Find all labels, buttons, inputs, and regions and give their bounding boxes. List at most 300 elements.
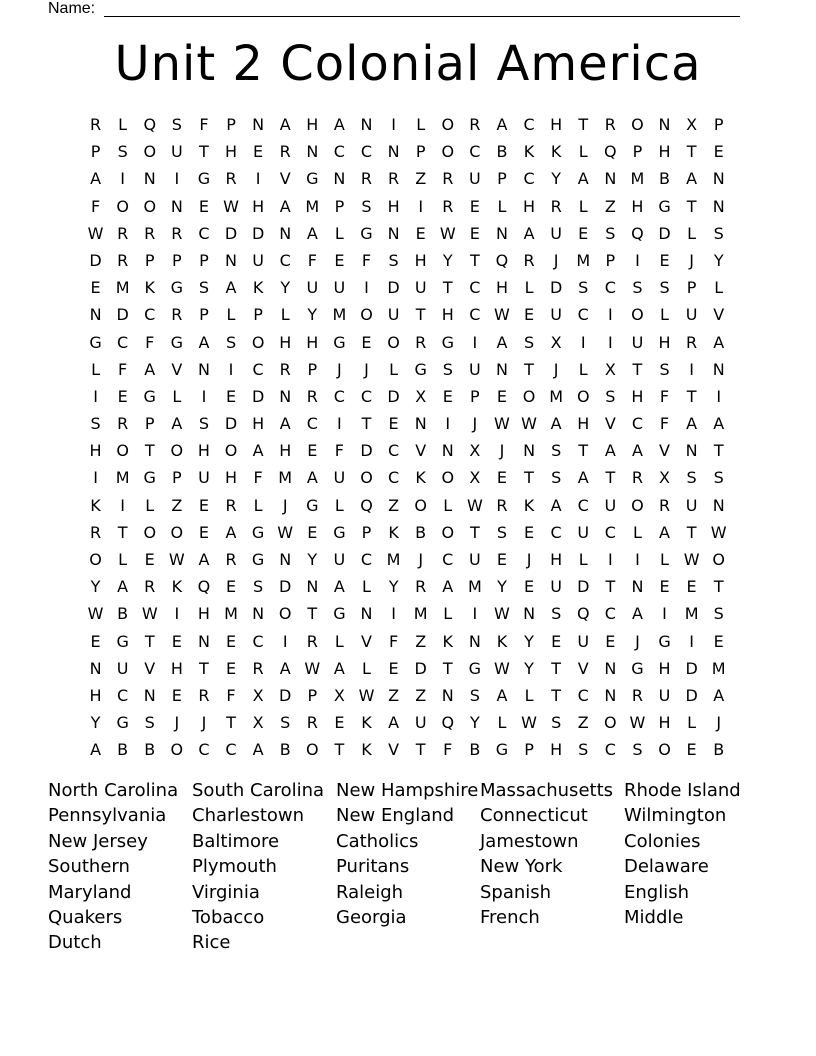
grid-letter[interactable]: H bbox=[658, 332, 671, 352]
grid-letter[interactable]: E bbox=[361, 332, 372, 352]
grid-letter[interactable]: P bbox=[199, 305, 209, 325]
grid-letter[interactable]: G bbox=[360, 223, 373, 243]
grid-letter[interactable]: R bbox=[225, 169, 237, 189]
grid-letter[interactable]: F bbox=[659, 386, 670, 406]
grid-letter[interactable]: J bbox=[499, 441, 505, 461]
grid-letter[interactable]: C bbox=[523, 115, 535, 134]
grid-letter[interactable]: E bbox=[523, 522, 535, 542]
grid-letter[interactable]: W bbox=[683, 550, 700, 569]
grid-letter[interactable]: D bbox=[685, 658, 698, 678]
grid-letter[interactable]: N bbox=[279, 223, 292, 243]
grid-letter[interactable]: C bbox=[577, 305, 589, 325]
grid-letter[interactable]: X bbox=[415, 386, 427, 406]
grid-letter[interactable]: I bbox=[635, 550, 640, 569]
grid-letter[interactable]: O bbox=[89, 550, 102, 569]
grid-letter[interactable]: H bbox=[658, 713, 671, 733]
grid-letter[interactable]: I bbox=[364, 278, 369, 298]
grid-letter[interactable]: T bbox=[415, 305, 426, 325]
grid-letter[interactable]: L bbox=[497, 713, 507, 733]
grid-letter[interactable]: U bbox=[604, 495, 617, 515]
grid-letter[interactable]: R bbox=[89, 522, 102, 542]
grid-letter[interactable]: T bbox=[469, 522, 480, 542]
grid-letter[interactable]: S bbox=[605, 386, 616, 406]
grid-letter[interactable]: L bbox=[578, 550, 588, 569]
grid-letter[interactable]: W bbox=[710, 522, 727, 542]
grid-letter[interactable]: V bbox=[577, 658, 589, 678]
grid-letter[interactable]: C bbox=[523, 169, 535, 189]
grid-letter[interactable]: O bbox=[631, 495, 644, 515]
grid-letter[interactable]: U bbox=[658, 685, 671, 705]
grid-letter[interactable]: O bbox=[170, 740, 184, 760]
grid-letter[interactable]: N bbox=[197, 359, 210, 379]
grid-letter[interactable]: A bbox=[252, 740, 264, 760]
grid-letter[interactable]: C bbox=[306, 414, 318, 434]
grid-letter[interactable]: Z bbox=[415, 685, 427, 705]
grid-letter[interactable]: M bbox=[684, 604, 699, 624]
grid-letter[interactable]: R bbox=[279, 142, 291, 162]
grid-letter[interactable]: B bbox=[496, 142, 508, 162]
grid-letter[interactable]: U bbox=[414, 713, 427, 733]
grid-letter[interactable]: U bbox=[116, 658, 129, 678]
grid-letter[interactable]: R bbox=[631, 468, 643, 488]
grid-letter[interactable]: M bbox=[115, 278, 130, 298]
grid-letter[interactable]: E bbox=[523, 305, 535, 325]
grid-letter[interactable]: N bbox=[712, 196, 725, 216]
grid-letter[interactable]: J bbox=[635, 631, 640, 651]
grid-letter[interactable]: T bbox=[686, 386, 697, 406]
grid-letter[interactable]: A bbox=[442, 577, 454, 597]
grid-letter[interactable]: A bbox=[225, 278, 237, 298]
grid-letter[interactable]: K bbox=[415, 468, 426, 488]
grid-letter[interactable]: I bbox=[174, 169, 180, 189]
grid-letter[interactable]: V bbox=[713, 305, 725, 325]
grid-letter[interactable]: U bbox=[577, 522, 590, 542]
grid-letter[interactable]: I bbox=[418, 196, 424, 216]
grid-letter[interactable]: O bbox=[576, 386, 590, 406]
grid-letter[interactable]: C bbox=[387, 468, 400, 488]
grid-letter[interactable]: X bbox=[469, 468, 481, 488]
grid-letter[interactable]: N bbox=[604, 169, 617, 189]
grid-letter[interactable]: A bbox=[279, 115, 291, 134]
grid-letter[interactable]: I bbox=[120, 169, 125, 189]
grid-letter[interactable]: E bbox=[307, 522, 318, 542]
grid-letter[interactable]: P bbox=[713, 115, 724, 134]
grid-letter[interactable]: S bbox=[144, 713, 155, 733]
grid-letter[interactable]: H bbox=[523, 196, 536, 216]
grid-letter[interactable]: L bbox=[416, 115, 426, 134]
grid-letter[interactable]: E bbox=[144, 550, 155, 569]
grid-letter[interactable]: T bbox=[605, 577, 616, 597]
grid-letter[interactable]: A bbox=[631, 604, 643, 624]
grid-letter[interactable]: R bbox=[225, 495, 237, 515]
grid-letter[interactable]: R bbox=[306, 631, 318, 651]
grid-letter[interactable]: L bbox=[334, 223, 344, 243]
grid-letter[interactable]: L bbox=[118, 550, 128, 569]
grid-letter[interactable]: P bbox=[90, 142, 101, 162]
grid-letter[interactable]: R bbox=[686, 332, 698, 352]
grid-letter[interactable]: Y bbox=[524, 658, 534, 678]
grid-letter[interactable]: B bbox=[117, 604, 129, 624]
grid-letter[interactable]: J bbox=[689, 250, 694, 270]
grid-letter[interactable]: R bbox=[252, 658, 264, 678]
grid-letter[interactable]: W bbox=[141, 604, 158, 624]
grid-letter[interactable]: E bbox=[334, 713, 345, 733]
grid-letter[interactable]: E bbox=[686, 740, 697, 760]
grid-letter[interactable]: L bbox=[145, 495, 155, 515]
grid-letter[interactable]: F bbox=[334, 441, 344, 461]
grid-letter[interactable]: W bbox=[168, 550, 185, 569]
grid-letter[interactable]: E bbox=[496, 386, 507, 406]
grid-letter[interactable]: X bbox=[686, 115, 698, 134]
grid-letter[interactable]: U bbox=[387, 305, 400, 325]
grid-letter[interactable]: G bbox=[306, 169, 319, 189]
grid-letter[interactable]: R bbox=[415, 332, 427, 352]
grid-letter[interactable]: U bbox=[550, 223, 562, 243]
grid-letter[interactable]: M bbox=[278, 468, 293, 488]
grid-letter[interactable]: C bbox=[198, 223, 210, 243]
grid-letter[interactable]: X bbox=[550, 332, 562, 352]
grid-letter[interactable]: L bbox=[497, 196, 507, 216]
grid-letter[interactable]: L bbox=[660, 305, 669, 325]
grid-letter[interactable]: R bbox=[144, 577, 156, 597]
grid-letter[interactable]: G bbox=[197, 169, 211, 189]
grid-letter[interactable]: H bbox=[414, 250, 427, 270]
grid-letter[interactable]: L bbox=[253, 495, 263, 515]
grid-letter[interactable]: L bbox=[660, 550, 669, 569]
grid-letter[interactable]: S bbox=[496, 522, 508, 542]
grid-letter[interactable]: U bbox=[198, 468, 210, 488]
grid-letter[interactable]: C bbox=[550, 522, 562, 542]
grid-letter[interactable]: E bbox=[659, 250, 670, 270]
grid-letter[interactable]: N bbox=[712, 495, 725, 515]
grid-letter[interactable]: G bbox=[143, 468, 156, 488]
grid-letter[interactable]: C bbox=[604, 278, 616, 298]
grid-letter[interactable]: H bbox=[225, 468, 238, 488]
grid-letter[interactable]: P bbox=[524, 740, 534, 760]
grid-letter[interactable]: S bbox=[551, 604, 562, 624]
grid-letter[interactable]: N bbox=[89, 305, 102, 325]
grid-letter[interactable]: Y bbox=[90, 577, 101, 597]
grid-letter[interactable]: A bbox=[550, 414, 562, 434]
grid-letter[interactable]: U bbox=[631, 332, 644, 352]
grid-letter[interactable]: I bbox=[93, 468, 98, 488]
grid-letter[interactable]: J bbox=[526, 550, 532, 569]
grid-letter[interactable]: L bbox=[578, 142, 588, 162]
grid-letter[interactable]: M bbox=[413, 604, 428, 624]
grid-letter[interactable]: F bbox=[307, 250, 317, 270]
grid-letter[interactable]: H bbox=[550, 550, 563, 569]
grid-letter[interactable]: A bbox=[631, 441, 643, 461]
grid-letter[interactable]: P bbox=[253, 305, 263, 325]
grid-letter[interactable]: G bbox=[333, 604, 346, 624]
grid-letter[interactable]: R bbox=[496, 495, 508, 515]
grid-letter[interactable]: A bbox=[496, 332, 508, 352]
grid-letter[interactable]: K bbox=[361, 713, 372, 733]
grid-letter[interactable]: S bbox=[551, 468, 562, 488]
grid-letter[interactable]: Y bbox=[713, 250, 724, 270]
grid-letter[interactable]: V bbox=[388, 740, 400, 760]
grid-letter[interactable]: H bbox=[197, 441, 210, 461]
grid-letter[interactable]: H bbox=[495, 278, 508, 298]
grid-letter[interactable]: S bbox=[253, 577, 264, 597]
grid-letter[interactable]: B bbox=[144, 740, 156, 760]
grid-letter[interactable]: Z bbox=[577, 713, 589, 733]
grid-letter[interactable]: O bbox=[441, 115, 455, 134]
grid-letter[interactable]: L bbox=[687, 223, 697, 243]
grid-letter[interactable]: Q bbox=[604, 142, 617, 162]
grid-letter[interactable]: A bbox=[198, 332, 210, 352]
grid-letter[interactable]: L bbox=[443, 604, 453, 624]
grid-letter[interactable]: M bbox=[386, 550, 401, 569]
grid-letter[interactable]: S bbox=[713, 468, 724, 488]
grid-letter[interactable]: A bbox=[496, 685, 508, 705]
grid-letter[interactable]: E bbox=[117, 386, 128, 406]
grid-letter[interactable]: T bbox=[199, 142, 209, 162]
grid-letter[interactable]: S bbox=[659, 278, 670, 298]
grid-letter[interactable]: S bbox=[225, 332, 237, 352]
grid-letter[interactable]: K bbox=[550, 142, 562, 162]
grid-letter[interactable]: W bbox=[494, 305, 510, 325]
grid-letter[interactable]: T bbox=[415, 740, 426, 760]
grid-letter[interactable]: T bbox=[713, 441, 724, 461]
grid-letter[interactable]: B bbox=[279, 740, 291, 760]
grid-letter[interactable]: O bbox=[658, 740, 671, 760]
grid-letter[interactable]: Y bbox=[469, 713, 480, 733]
grid-letter[interactable]: T bbox=[117, 522, 128, 542]
grid-letter[interactable]: K bbox=[90, 495, 101, 515]
grid-letter[interactable]: L bbox=[524, 278, 534, 298]
name-field[interactable] bbox=[48, 0, 748, 20]
grid-letter[interactable]: C bbox=[631, 414, 643, 434]
grid-letter[interactable]: G bbox=[333, 522, 346, 542]
grid-letter[interactable]: J bbox=[553, 250, 559, 270]
grid-letter[interactable]: A bbox=[306, 223, 318, 243]
grid-letter[interactable]: C bbox=[604, 604, 616, 624]
grid-letter[interactable]: E bbox=[442, 386, 453, 406]
grid-letter[interactable]: E bbox=[523, 577, 535, 597]
grid-letter[interactable]: T bbox=[524, 359, 534, 379]
grid-letter[interactable]: D bbox=[658, 223, 671, 243]
grid-letter[interactable]: R bbox=[415, 577, 427, 597]
grid-letter[interactable]: J bbox=[553, 359, 559, 379]
grid-letter[interactable]: N bbox=[360, 115, 373, 134]
grid-letter[interactable]: K bbox=[361, 740, 372, 760]
grid-letter[interactable]: G bbox=[251, 522, 265, 542]
grid-letter[interactable]: M bbox=[576, 250, 591, 270]
grid-letter[interactable]: T bbox=[686, 522, 697, 542]
grid-letter[interactable]: P bbox=[497, 169, 507, 189]
grid-letter[interactable]: D bbox=[387, 278, 400, 298]
grid-letter[interactable]: C bbox=[442, 550, 454, 569]
grid-letter[interactable]: S bbox=[469, 685, 480, 705]
grid-letter[interactable]: I bbox=[337, 414, 342, 434]
grid-letter[interactable]: V bbox=[171, 359, 183, 379]
grid-letter[interactable]: K bbox=[388, 522, 399, 542]
grid-letter[interactable]: T bbox=[551, 658, 562, 678]
grid-letter[interactable]: L bbox=[334, 495, 344, 515]
grid-letter[interactable]: A bbox=[713, 685, 725, 705]
grid-letter[interactable]: A bbox=[90, 169, 102, 189]
grid-letter[interactable]: H bbox=[658, 658, 671, 678]
grid-letter[interactable]: O bbox=[143, 196, 157, 216]
grid-letter[interactable]: F bbox=[253, 468, 263, 488]
grid-letter[interactable]: F bbox=[361, 250, 372, 270]
grid-letter[interactable]: J bbox=[364, 359, 369, 379]
grid-letter[interactable]: A bbox=[90, 740, 102, 760]
grid-letter[interactable]: N bbox=[523, 441, 536, 461]
grid-letter[interactable]: U bbox=[252, 250, 264, 270]
grid-letter[interactable]: J bbox=[282, 495, 288, 515]
grid-letter[interactable]: R bbox=[442, 196, 454, 216]
grid-letter[interactable]: A bbox=[144, 359, 156, 379]
grid-letter[interactable]: G bbox=[658, 631, 671, 651]
grid-letter[interactable]: I bbox=[635, 250, 640, 270]
grid-letter[interactable]: R bbox=[658, 495, 671, 515]
grid-letter[interactable]: P bbox=[144, 414, 155, 434]
grid-letter[interactable]: G bbox=[251, 550, 265, 569]
grid-letter[interactable]: K bbox=[252, 278, 264, 298]
grid-letter[interactable]: A bbox=[496, 115, 508, 134]
grid-letter[interactable]: T bbox=[524, 468, 534, 488]
grid-letter[interactable]: O bbox=[604, 713, 617, 733]
grid-letter[interactable]: R bbox=[117, 223, 129, 243]
grid-letter[interactable]: L bbox=[714, 278, 724, 298]
grid-letter[interactable]: L bbox=[524, 685, 534, 705]
grid-letter[interactable]: C bbox=[225, 740, 237, 760]
grid-letter[interactable]: H bbox=[279, 441, 292, 461]
grid-letter[interactable]: O bbox=[360, 305, 373, 325]
grid-letter[interactable]: L bbox=[632, 522, 642, 542]
grid-letter[interactable]: G bbox=[495, 740, 509, 760]
grid-letter[interactable]: E bbox=[469, 223, 480, 243]
grid-letter[interactable]: M bbox=[711, 658, 726, 678]
grid-letter[interactable]: R bbox=[117, 250, 129, 270]
grid-letter[interactable]: N bbox=[441, 685, 454, 705]
grid-letter[interactable]: S bbox=[605, 223, 616, 243]
grid-letter[interactable]: I bbox=[716, 386, 722, 406]
grid-letter[interactable]: A bbox=[388, 713, 400, 733]
grid-letter[interactable]: R bbox=[198, 685, 210, 705]
grid-letter[interactable]: O bbox=[143, 142, 157, 162]
grid-letter[interactable]: V bbox=[659, 441, 670, 461]
grid-letter[interactable]: O bbox=[631, 305, 644, 325]
grid-letter[interactable]: Q bbox=[441, 713, 455, 733]
grid-letter[interactable]: D bbox=[414, 658, 427, 678]
grid-letter[interactable]: Q bbox=[576, 604, 590, 624]
grid-letter[interactable]: O bbox=[360, 468, 373, 488]
grid-letter[interactable]: E bbox=[686, 577, 697, 597]
grid-letter[interactable]: I bbox=[120, 495, 125, 515]
grid-letter[interactable]: O bbox=[116, 196, 129, 216]
grid-letter[interactable]: W bbox=[223, 196, 239, 216]
grid-letter[interactable]: L bbox=[172, 386, 182, 406]
grid-letter[interactable]: E bbox=[225, 658, 237, 678]
grid-letter[interactable]: A bbox=[225, 522, 237, 542]
grid-letter[interactable]: M bbox=[630, 169, 645, 189]
grid-letter[interactable]: Z bbox=[388, 685, 400, 705]
grid-letter[interactable]: R bbox=[631, 685, 643, 705]
grid-letter[interactable]: Q bbox=[495, 250, 509, 270]
grid-letter[interactable]: U bbox=[306, 278, 319, 298]
grid-letter[interactable]: N bbox=[170, 196, 183, 216]
grid-letter[interactable]: C bbox=[333, 386, 345, 406]
grid-letter[interactable]: A bbox=[577, 468, 589, 488]
grid-letter[interactable]: M bbox=[224, 604, 238, 624]
grid-letter[interactable]: R bbox=[225, 550, 237, 569]
grid-letter[interactable]: B bbox=[117, 740, 129, 760]
grid-letter[interactable]: V bbox=[361, 631, 372, 651]
grid-letter[interactable]: N bbox=[225, 250, 237, 270]
grid-letter[interactable]: H bbox=[631, 196, 644, 216]
grid-letter[interactable]: P bbox=[307, 685, 318, 705]
grid-letter[interactable]: E bbox=[171, 685, 182, 705]
grid-letter[interactable]: F bbox=[443, 740, 453, 760]
grid-letter[interactable]: E bbox=[496, 468, 507, 488]
grid-letter[interactable]: A bbox=[713, 332, 725, 352]
grid-letter[interactable]: S bbox=[713, 604, 724, 624]
grid-letter[interactable]: H bbox=[252, 196, 265, 216]
grid-letter[interactable]: U bbox=[469, 359, 481, 379]
grid-letter[interactable]: P bbox=[226, 115, 236, 134]
grid-letter[interactable]: P bbox=[632, 142, 643, 162]
grid-letter[interactable]: C bbox=[360, 386, 373, 406]
grid-letter[interactable]: D bbox=[549, 278, 563, 298]
grid-letter[interactable]: C bbox=[604, 740, 616, 760]
grid-letter[interactable]: Q bbox=[143, 115, 157, 134]
grid-letter[interactable]: A bbox=[686, 169, 698, 189]
grid-letter[interactable]: N bbox=[306, 142, 319, 162]
grid-letter[interactable]: K bbox=[523, 142, 535, 162]
grid-letter[interactable]: E bbox=[659, 577, 670, 597]
grid-letter[interactable]: T bbox=[686, 196, 697, 216]
grid-letter[interactable]: N bbox=[658, 115, 671, 134]
grid-letter[interactable]: N bbox=[252, 115, 265, 134]
grid-letter[interactable]: Z bbox=[604, 196, 616, 216]
grid-letter[interactable]: T bbox=[469, 250, 480, 270]
grid-letter[interactable]: I bbox=[689, 631, 694, 651]
grid-letter[interactable]: C bbox=[469, 142, 481, 162]
grid-letter[interactable]: J bbox=[201, 713, 207, 733]
grid-letter[interactable]: A bbox=[523, 223, 535, 243]
grid-letter[interactable]: T bbox=[551, 685, 562, 705]
grid-letter[interactable]: E bbox=[334, 250, 345, 270]
grid-letter[interactable]: T bbox=[686, 142, 697, 162]
grid-letter[interactable]: W bbox=[358, 685, 375, 705]
grid-letter[interactable]: H bbox=[279, 332, 292, 352]
grid-letter[interactable]: A bbox=[279, 196, 291, 216]
grid-letter[interactable]: O bbox=[712, 550, 725, 569]
grid-letter[interactable]: U bbox=[333, 550, 346, 569]
grid-letter[interactable]: U bbox=[333, 278, 346, 298]
grid-letter[interactable]: O bbox=[441, 142, 455, 162]
grid-letter[interactable]: W bbox=[87, 223, 104, 243]
grid-letter[interactable]: R bbox=[89, 115, 102, 134]
grid-letter[interactable]: D bbox=[224, 414, 238, 434]
grid-letter[interactable]: E bbox=[578, 223, 589, 243]
grid-letter[interactable]: R bbox=[144, 223, 156, 243]
grid-letter[interactable]: L bbox=[443, 495, 453, 515]
grid-letter[interactable]: R bbox=[550, 196, 562, 216]
grid-letter[interactable]: Y bbox=[497, 577, 507, 597]
grid-letter[interactable]: H bbox=[306, 115, 319, 134]
grid-letter[interactable]: O bbox=[170, 522, 184, 542]
grid-letter[interactable]: K bbox=[496, 631, 508, 651]
grid-letter[interactable]: V bbox=[604, 414, 616, 434]
grid-letter[interactable]: I bbox=[228, 359, 234, 379]
grid-letter[interactable]: N bbox=[631, 577, 644, 597]
grid-letter[interactable]: D bbox=[685, 685, 698, 705]
grid-letter[interactable]: K bbox=[171, 577, 183, 597]
